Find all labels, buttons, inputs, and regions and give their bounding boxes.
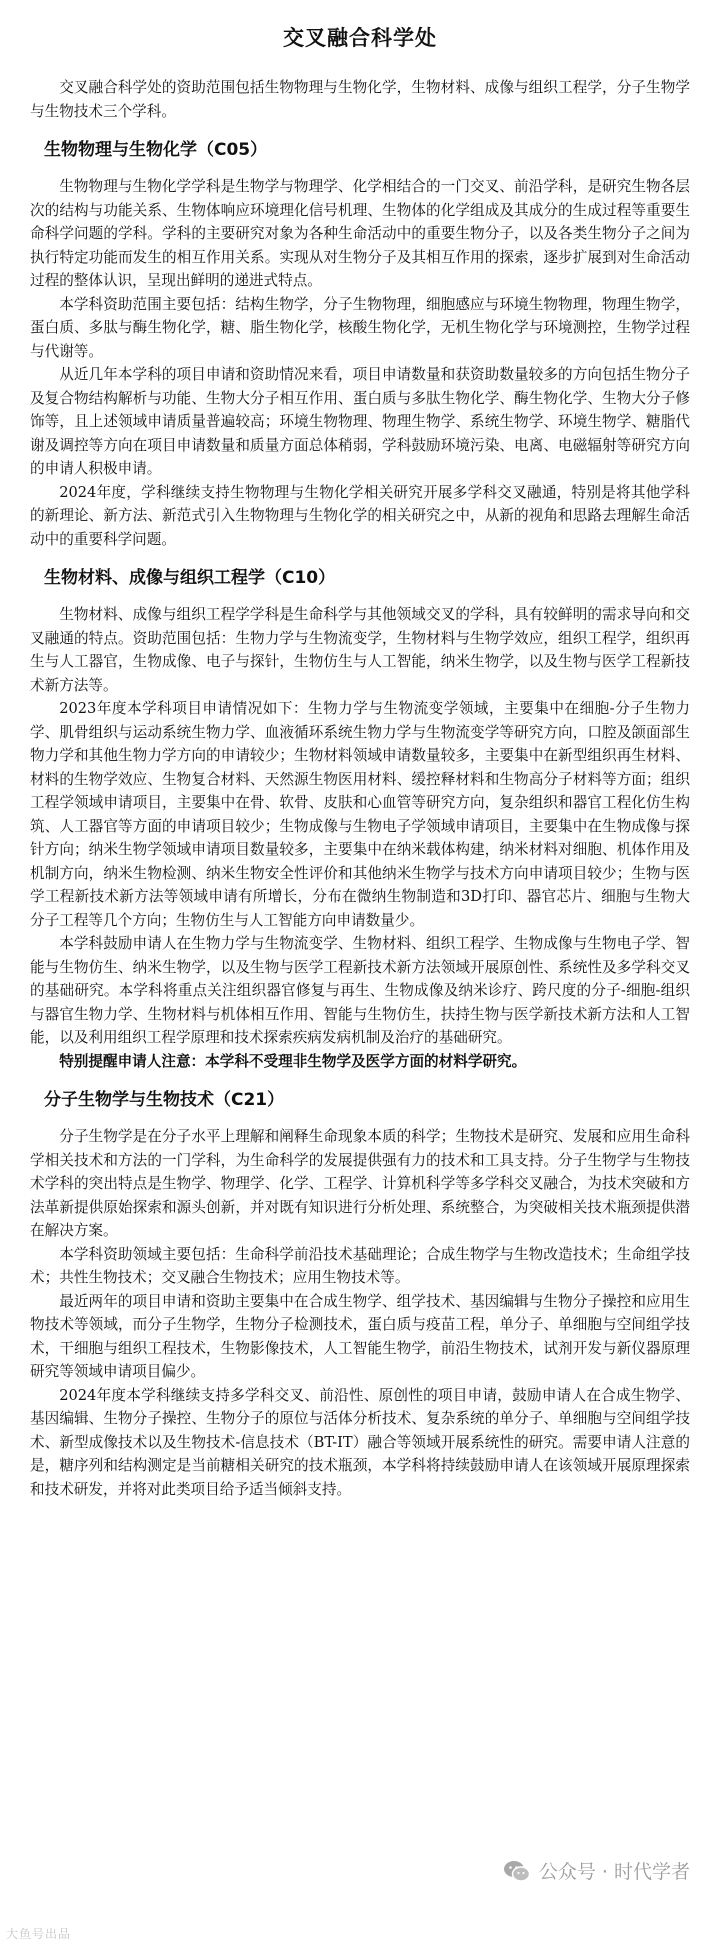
special-notice: 特别提醒申请人注意：本学科不受理非生物学及医学方面的材料学研究。 (59, 1052, 527, 1070)
corner-watermark: 大鱼号出品 (6, 1927, 72, 1941)
paragraph: 2023年度本学科项目申请情况如下：生物力学与生物流变学领域，主要集中在细胞-分子生物力学、肌骨组织与运动系统生物力学、血液循环系统生物力学与生物流变学等研究方向，口腔及颌面部生物力学和其他生物力学方向的申请较少；生物材料领域申请数量较多，主要集中在新型组织再生材料、材料的生物学效应、生物复合材料、天然源生物医用材料、缓控释材料和生物高分子材料等方面；组织工程学领域申请项目，主要集中在骨、软骨、皮肤和心血管等研究方向，复杂组织和器官工程化仿生构筑、人工器官等方面的申请项目较少；生物成像与生物电子学领域申请项目，主要集中在生物成像与探针方向；纳米生物学领域申请项目数量较多，主要集中在纳米载体构建，纳米材料对细胞、机体作用及机制方向，纳米生物检测、纳米生物安全性评价和其他纳米生物学与技术方向申请项目较少；生物与医学工程新技术新方法等领域申请有所增长，分布在微纳生物制造和3D打印、器官芯片、细胞与生物大分子工程等几个方向；生物仿生与人工智能方向申请数量少。 (30, 700, 690, 929)
paragraph: 2024年度本学科继续支持多学科交叉、前沿性、原创性的项目申请，鼓励申请人在合成生物学、基因编辑、生物分子操控、生物分子的原位与活体分析技术、复杂系统的单分子、单细胞与空间组学技术、新型成像技术以及生物技术-信息技术（BT-IT）融合等领域开展系统性的研究。需要申请人注意的是，糖序列和结构测定是当前糖相关研究的技术瓶颈，本学科将持续鼓励申请人在该领域开展原理探索和技术研发，并将对此类项目给予适当倾斜支持。 (30, 1386, 690, 1498)
section-heading-c21: 分子生物学与生物技术（C21） (44, 1090, 285, 1110)
page-title: 交叉融合科学处 (283, 26, 437, 50)
section-heading-c05: 生物物理与生物化学（C05） (44, 140, 268, 160)
paragraph: 本学科资助领域主要包括：生命科学前沿技术基础理论；合成生物学与生物改造技术；生命组学技术；共性生物技术；交叉融合生物技术；应用生物技术等。 (30, 1245, 690, 1286)
wechat-watermark (503, 1857, 690, 1884)
paragraph: 从近几年本学科的项目申请和资助情况来看，项目申请数量和获资助数量较多的方向包括生物分子及复合物结构解析与功能、生物大分子相互作用、蛋白质与多肽生物化学、酶生物化学、生物大分子修饰等，且上述领域申请质量普遍较高；环境生物物理、物理生物学、系统生物学、环境生物学、糖脂代谢及调控等方向在项目申请数量和质量方面总体稍弱，学科鼓励环境污染、电离、电磁辐射等研究方向的申请人积极申请。 (30, 366, 690, 477)
paragraph: 分子生物学是在分子水平上理解和阐释生命现象本质的科学；生物技术是研究、发展和应用生命科学相关技术和方法的一门学科，为生命科学的发展提供强有力的技术和工具支持。分子生物学与生物技术学科的突出特点是生物学、物理学、化学、工程学、计算机科学等多学科交叉融合，为技术突破和方法革新提供原始探索和源头创新，并对既有知识进行分析处理、系统整合，为突破相关技术瓶颈提供潜在解决方案。 (30, 1128, 690, 1239)
wechat-icon (503, 1859, 531, 1883)
intro-paragraph: 交叉融合科学处的资助范围包括生物物理与生物化学，生物材料、成像与组织工程学，分子生物学与生物技术三个学科。 (30, 79, 690, 120)
paragraph: 最近两年的项目申请和资助主要集中在合成生物学、组学技术、基因编辑与生物分子操控和应用生物技术等领域，而分子生物学，生物分子检测技术，蛋白质与疫苗工程，单分子、单细胞与空间组学技术，干细胞与组织工程技术，生物影像技术，人工智能生物学，前沿生物技术，试剂开发与新仪器原理研究等领域申请项目偏少。 (30, 1292, 690, 1380)
watermark-text: 公众号 · 时代学者 (538, 1861, 690, 1883)
section-heading-c10: 生物材料、成像与组织工程学（C10） (44, 568, 336, 588)
paragraph: 生物材料、成像与组织工程学学科是生命科学与其他领域交叉的学科，具有较鲜明的需求导向和交叉融通的特点。资助范围包括：生物力学与生物流变学，生物材料与生物学效应，组织工程学，组织再生与人工器官，生物成像、电子与探针，生物仿生与人工智能，纳米生物学，以及生物与医学工程新技术新方法等。 (30, 606, 690, 694)
paragraph: 本学科鼓励申请人在生物力学与生物流变学、生物材料、组织工程学、生物成像与生物电子学、智能与生物仿生、纳米生物学，以及生物与医学工程新技术新方法领域开展原创性、系统性及多学科交叉的基础研究。本学科将重点关注组织器官修复与再生、生物成像及纳米诊疗、跨尺度的分子-细胞-组织与器官生物力学、生物材料与机体相互作用、智能与生物仿生，扶持生物与医学新技术新方法和人工智能，以及利用组织工程学原理和技术探索疾病发病机制及治疗的基础研究。 (30, 935, 690, 1046)
paragraph: 生物物理与生物化学学科是生物学与物理学、化学相结合的一门交叉、前沿学科，是研究生物各层次的结构与功能关系、生物体响应环境理化信号机理、生物体的化学组成及其成分的生成过程等重要生命科学问题的学科。学科的主要研究对象为各种生命活动中的重要生物分子，以及各类生物分子之间为执行特定功能而发生的相互作用关系。实现从对生物分子及其相互作用的探索，逐步扩展到对生命活动过程的整体认识，呈现出鲜明的递进式特点。 (30, 178, 690, 289)
paragraph: 本学科资助范围主要包括：结构生物学，分子生物物理，细胞感应与环境生物物理，物理生物学，蛋白质、多肽与酶生物化学，糖、脂生物化学，核酸生物化学，无机生物化学与环境测控，生物学过程与代谢等。 (30, 295, 690, 360)
paragraph: 2024年度，学科继续支持生物物理与生物化学相关研究开展多学科交叉融通，特别是将其他学科的新理论、新方法、新范式引入生物物理与生物化学的相关研究之中，从新的视角和思路去理解生命活动中的重要科学问题。 (30, 483, 690, 548)
